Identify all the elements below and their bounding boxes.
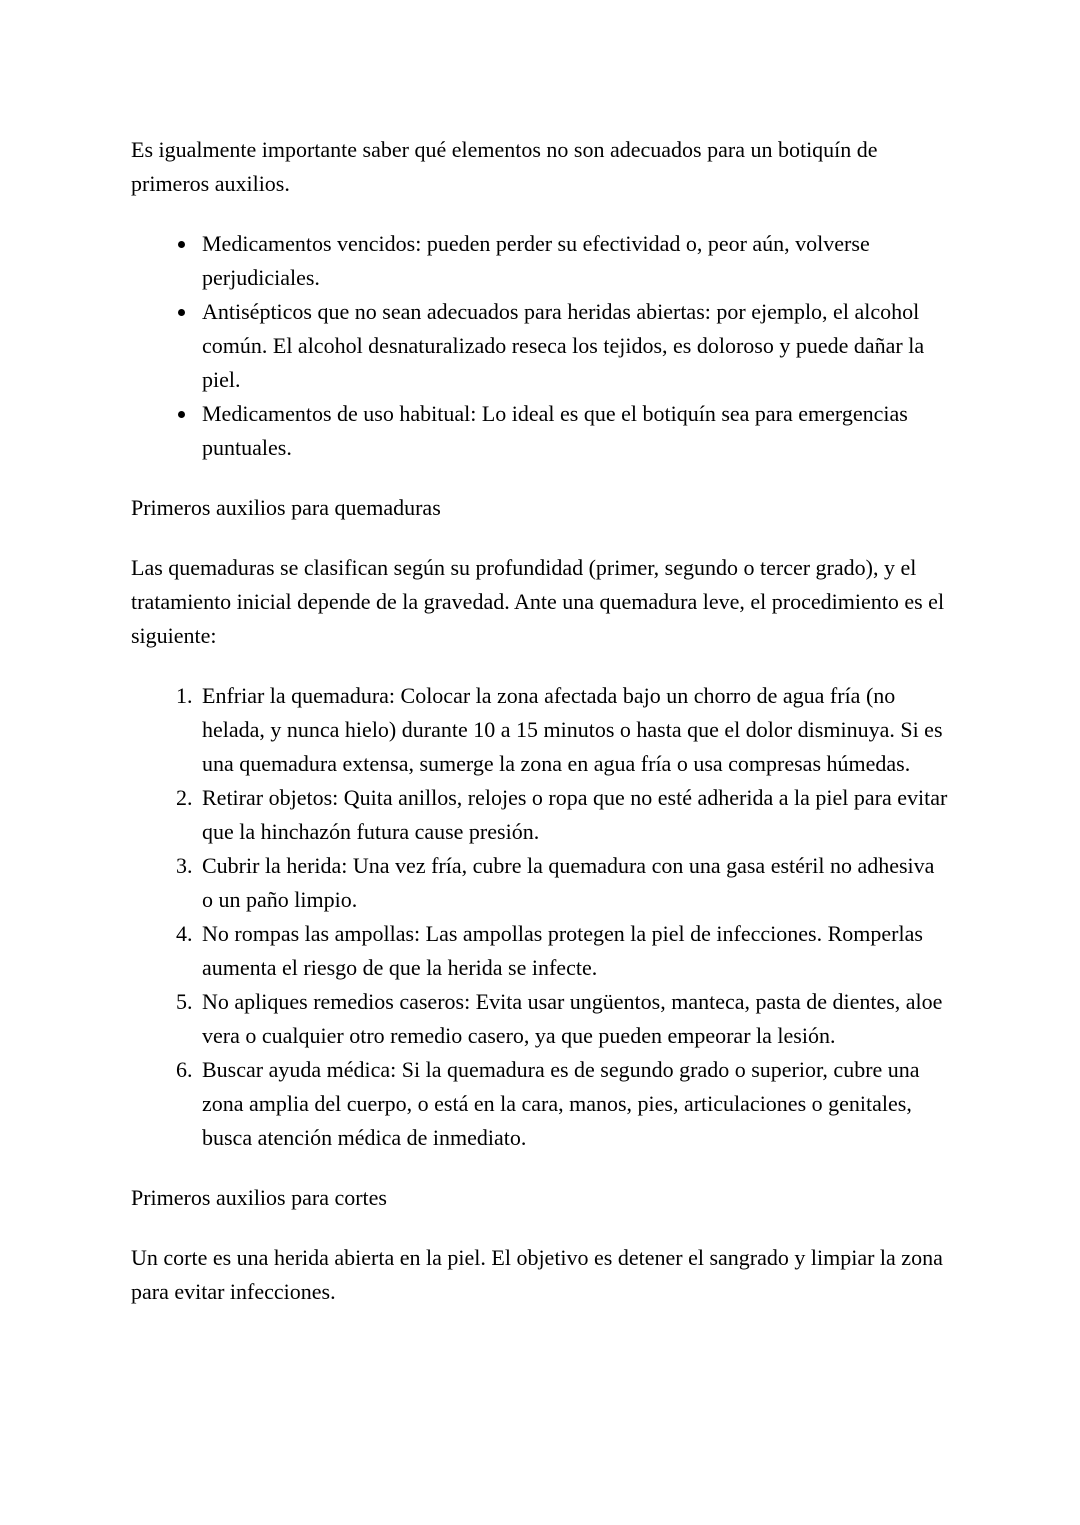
paragraph-unsuitable-intro: Es igualmente importante saber qué elementos no son adecuados para un botiquín de primeros auxilios. [131,137,878,196]
list-item-unsuitable-antiseptics: • Antisépticos que no sean adecuados para heridas abiertas: por ejemplo, el alcohol común. El alcohol desnaturalizado reseca los tejidos, es doloroso y puede dañar la piel. [198,295,950,397]
burn-steps-list [131,679,950,1155]
paragraph-burns-intro: Las quemaduras se clasifican según su profundidad (primer, segundo o tercer grado), y el tratamiento inicial depende de la gravedad. Ante una quemadura leve, el procedimiento es el siguiente: [131,555,945,648]
list-item-cover-the-wound: 3. Cubrir la herida: Una vez fría, cubre la quemadura con una gasa estéril no adhesiva o un paño limpio. [198,849,950,917]
list-item-habitual-medications: • Medicamentos de uso habitual: Lo ideal es que el botiquín sea para emergencias puntuales. [198,397,950,465]
section-heading-cuts: Primeros auxilios para cortes [131,1185,387,1210]
section-heading-burns: Primeros auxilios para quemaduras [131,495,441,520]
list-item-do-not-break-blisters: 4. No rompas las ampollas: Las ampollas protegen la piel de infecciones. Romperlas aumenta el riesgo de que la herida se infecte. [198,917,950,985]
paragraph-cuts-intro: Un corte es una herida abierta en la piel. El objetivo es detener el sangrado y limpiar la zona para evitar infecciones. [131,1245,943,1304]
list-item-seek-medical-help: 6. Buscar ayuda médica: Si la quemadura es de segundo grado o superior, cubre una zona amplia del cuerpo, o está en la cara, manos, pies, articulaciones o genitales, busca atención médica de inmediato. [198,1053,950,1155]
unsuitable-items-list [131,227,950,465]
list-item-no-home-remedies: 5. No apliques remedios caseros: Evita usar ungüentos, manteca, pasta de dientes, aloe vera o cualquier otro remedio casero, ya que pueden empeorar la lesión. [198,985,950,1053]
list-item-expired-medications: • Medicamentos vencidos: pueden perder su efectividad o, peor aún, volverse perjudiciales. [198,227,950,295]
list-item-remove-objects: 2. Retirar objetos: Quita anillos, relojes o ropa que no esté adherida a la piel para evitar que la hinchazón futura cause presión. [198,781,950,849]
list-item-cool-the-burn: 1. Enfriar la quemadura: Colocar la zona afectada bajo un chorro de agua fría (no helada, y nunca hielo) durante 10 a 15 minutos o hasta que el dolor disminuya. Si es una quemadura extensa, sumerge la zona en agua fría o usa compresas húmedas. [198,679,950,781]
